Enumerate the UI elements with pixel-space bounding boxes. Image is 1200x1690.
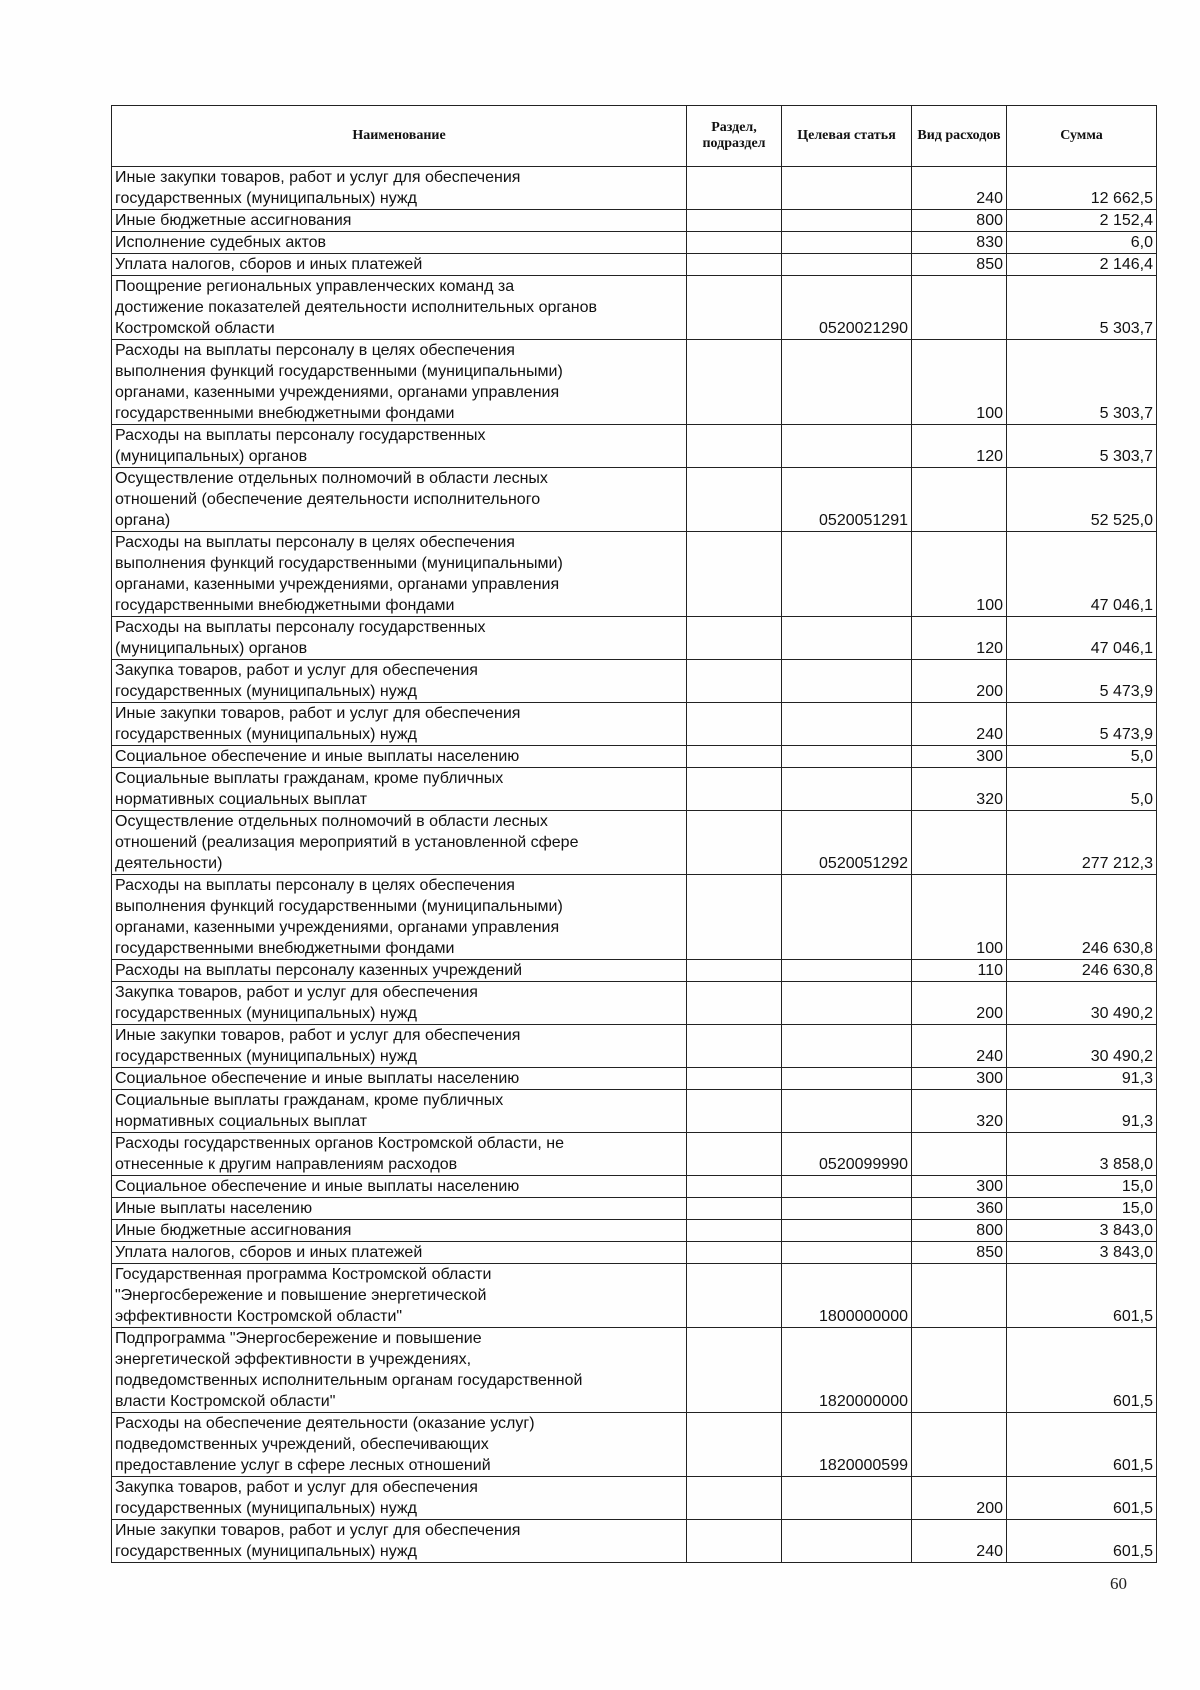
cell-sum: 6,0 xyxy=(1007,232,1157,254)
cell-section xyxy=(687,1220,782,1242)
table-row xyxy=(112,982,1157,1025)
cell-kind xyxy=(912,1133,1007,1176)
cell-name: Государственная программа Костромской области "Энергосбережение и повышение энергетической эффективности Костромской области" xyxy=(112,1264,687,1328)
cell-target: 0520051292 xyxy=(782,811,912,875)
cell-sum: 91,3 xyxy=(1007,1068,1157,1090)
cell-sum: 30 490,2 xyxy=(1007,982,1157,1025)
cell-name: Закупка товаров, работ и услуг для обеспечения государственных (муниципальных) нужд xyxy=(112,982,687,1025)
cell-section xyxy=(687,875,782,960)
cell-sum: 15,0 xyxy=(1007,1198,1157,1220)
cell-name: Осуществление отдельных полномочий в области лесных отношений (обеспечение деятельности исполнительного органа) xyxy=(112,468,687,532)
cell-target xyxy=(782,1220,912,1242)
cell-name: Закупка товаров, работ и услуг для обеспечения государственных (муниципальных) нужд xyxy=(112,1477,687,1520)
cell-section xyxy=(687,1090,782,1133)
table-row xyxy=(112,425,1157,468)
cell-section xyxy=(687,811,782,875)
cell-target xyxy=(782,167,912,210)
cell-kind xyxy=(912,276,1007,340)
page-number: 60 xyxy=(1110,1574,1127,1593)
cell-target xyxy=(782,425,912,468)
cell-section xyxy=(687,1133,782,1176)
cell-target xyxy=(782,746,912,768)
table-row xyxy=(112,960,1157,982)
cell-section xyxy=(687,340,782,425)
header-name: Наименование xyxy=(112,106,687,167)
cell-name: Расходы на выплаты персоналу в целях обеспечения выполнения функций государственными (муниципальными) органами, казенными учреждениями, органами управления государственными внебюджетными фондами xyxy=(112,340,687,425)
cell-section xyxy=(687,768,782,811)
header-kind: Вид расходов xyxy=(912,106,1007,167)
cell-kind xyxy=(912,1328,1007,1413)
table-body xyxy=(112,167,1157,1563)
cell-name: Уплата налогов, сборов и иных платежей xyxy=(112,1242,687,1264)
table-row xyxy=(112,1068,1157,1090)
table-row xyxy=(112,660,1157,703)
table-row xyxy=(112,1025,1157,1068)
cell-name: Иные закупки товаров, работ и услуг для обеспечения государственных (муниципальных) нужд xyxy=(112,1025,687,1068)
cell-name: Расходы на выплаты персоналу государственных (муниципальных) органов xyxy=(112,617,687,660)
cell-sum: 3 858,0 xyxy=(1007,1133,1157,1176)
table-row xyxy=(112,1413,1157,1477)
cell-kind: 100 xyxy=(912,875,1007,960)
cell-sum: 2 146,4 xyxy=(1007,254,1157,276)
cell-kind: 800 xyxy=(912,1220,1007,1242)
table-row xyxy=(112,875,1157,960)
cell-name: Закупка товаров, работ и услуг для обеспечения государственных (муниципальных) нужд xyxy=(112,660,687,703)
cell-section xyxy=(687,1025,782,1068)
cell-sum: 52 525,0 xyxy=(1007,468,1157,532)
table-row xyxy=(112,746,1157,768)
cell-sum: 601,5 xyxy=(1007,1328,1157,1413)
cell-kind: 300 xyxy=(912,1068,1007,1090)
header-target: Целевая статья xyxy=(782,106,912,167)
cell-name: Исполнение судебных актов xyxy=(112,232,687,254)
cell-target xyxy=(782,1090,912,1133)
cell-target xyxy=(782,660,912,703)
cell-target xyxy=(782,1176,912,1198)
cell-target: 1820000599 xyxy=(782,1413,912,1477)
table-row xyxy=(112,1198,1157,1220)
cell-target xyxy=(782,875,912,960)
cell-kind xyxy=(912,811,1007,875)
cell-section xyxy=(687,532,782,617)
cell-sum: 5 303,7 xyxy=(1007,425,1157,468)
cell-name: Иные закупки товаров, работ и услуг для обеспечения государственных (муниципальных) нужд xyxy=(112,703,687,746)
cell-name: Подпрограмма "Энергосбережение и повышение энергетической эффективности в учреждениях, подведомственных исполнительным органам государственной власти Костромской области" xyxy=(112,1328,687,1413)
cell-sum: 30 490,2 xyxy=(1007,1025,1157,1068)
cell-section xyxy=(687,210,782,232)
cell-target xyxy=(782,1477,912,1520)
cell-sum: 3 843,0 xyxy=(1007,1242,1157,1264)
cell-kind: 800 xyxy=(912,210,1007,232)
cell-name: Социальное обеспечение и иные выплаты населению xyxy=(112,1176,687,1198)
table-row xyxy=(112,768,1157,811)
cell-section xyxy=(687,1520,782,1563)
cell-sum: 601,5 xyxy=(1007,1477,1157,1520)
cell-sum: 12 662,5 xyxy=(1007,167,1157,210)
cell-target xyxy=(782,1242,912,1264)
cell-target xyxy=(782,703,912,746)
cell-sum: 47 046,1 xyxy=(1007,532,1157,617)
cell-section xyxy=(687,660,782,703)
cell-kind: 320 xyxy=(912,768,1007,811)
cell-kind xyxy=(912,1413,1007,1477)
cell-name: Расходы на выплаты персоналу казенных учреждений xyxy=(112,960,687,982)
cell-name: Иные закупки товаров, работ и услуг для обеспечения государственных (муниципальных) нужд xyxy=(112,1520,687,1563)
cell-target: 1800000000 xyxy=(782,1264,912,1328)
cell-target xyxy=(782,210,912,232)
cell-name: Расходы на выплаты персоналу в целях обеспечения выполнения функций государственными (муниципальными) органами, казенными учреждениями, органами управления государственными внебюджетными фондами xyxy=(112,532,687,617)
cell-section xyxy=(687,1477,782,1520)
cell-section xyxy=(687,254,782,276)
cell-name: Расходы на обеспечение деятельности (оказание услуг) подведомственных учреждений, обеспечивающих предоставление услуг в сфере лесных отношений xyxy=(112,1413,687,1477)
cell-sum: 5 303,7 xyxy=(1007,276,1157,340)
cell-kind: 300 xyxy=(912,746,1007,768)
cell-kind: 850 xyxy=(912,1242,1007,1264)
cell-name: Осуществление отдельных полномочий в области лесных отношений (реализация мероприятий в установленной сфере деятельности) xyxy=(112,811,687,875)
table-row xyxy=(112,1133,1157,1176)
cell-kind: 200 xyxy=(912,660,1007,703)
cell-sum: 5,0 xyxy=(1007,768,1157,811)
cell-kind: 850 xyxy=(912,254,1007,276)
table-row xyxy=(112,468,1157,532)
table-row xyxy=(112,811,1157,875)
table-row xyxy=(112,703,1157,746)
table-row xyxy=(112,1328,1157,1413)
cell-sum: 5 473,9 xyxy=(1007,660,1157,703)
cell-section xyxy=(687,960,782,982)
cell-kind: 120 xyxy=(912,425,1007,468)
cell-section xyxy=(687,617,782,660)
header-section: Раздел, подраздел xyxy=(687,106,782,167)
cell-section xyxy=(687,746,782,768)
table-row xyxy=(112,276,1157,340)
cell-name: Иные закупки товаров, работ и услуг для обеспечения государственных (муниципальных) нужд xyxy=(112,167,687,210)
cell-section xyxy=(687,276,782,340)
cell-name: Уплата налогов, сборов и иных платежей xyxy=(112,254,687,276)
cell-target xyxy=(782,532,912,617)
cell-kind: 200 xyxy=(912,982,1007,1025)
cell-kind: 120 xyxy=(912,617,1007,660)
cell-name: Расходы государственных органов Костромской области, не отнесенные к другим направлениям расходов xyxy=(112,1133,687,1176)
cell-target xyxy=(782,1068,912,1090)
cell-section xyxy=(687,468,782,532)
cell-target xyxy=(782,617,912,660)
cell-kind: 100 xyxy=(912,532,1007,617)
table-row xyxy=(112,1264,1157,1328)
cell-section xyxy=(687,425,782,468)
cell-target xyxy=(782,1025,912,1068)
table-row xyxy=(112,1220,1157,1242)
cell-sum: 246 630,8 xyxy=(1007,875,1157,960)
cell-name: Социальные выплаты гражданам, кроме публичных нормативных социальных выплат xyxy=(112,768,687,811)
table-row xyxy=(112,1520,1157,1563)
cell-section xyxy=(687,1413,782,1477)
table-row xyxy=(112,1176,1157,1198)
cell-kind: 830 xyxy=(912,232,1007,254)
cell-name: Иные выплаты населению xyxy=(112,1198,687,1220)
cell-target xyxy=(782,982,912,1025)
table-row xyxy=(112,340,1157,425)
cell-section xyxy=(687,1242,782,1264)
cell-target xyxy=(782,960,912,982)
cell-target xyxy=(782,232,912,254)
cell-sum: 5,0 xyxy=(1007,746,1157,768)
budget-table xyxy=(111,105,1157,1563)
cell-sum: 3 843,0 xyxy=(1007,1220,1157,1242)
cell-target xyxy=(782,1198,912,1220)
table-row xyxy=(112,1090,1157,1133)
cell-kind: 200 xyxy=(912,1477,1007,1520)
cell-target: 0520099990 xyxy=(782,1133,912,1176)
cell-kind: 240 xyxy=(912,167,1007,210)
cell-section xyxy=(687,1198,782,1220)
table-header-row xyxy=(112,106,1157,167)
table-row xyxy=(112,232,1157,254)
cell-target: 0520051291 xyxy=(782,468,912,532)
cell-sum: 5 473,9 xyxy=(1007,703,1157,746)
cell-target xyxy=(782,1520,912,1563)
cell-kind: 240 xyxy=(912,1025,1007,1068)
cell-sum: 601,5 xyxy=(1007,1264,1157,1328)
cell-kind: 320 xyxy=(912,1090,1007,1133)
cell-section xyxy=(687,1328,782,1413)
cell-section xyxy=(687,1176,782,1198)
cell-name: Поощрение региональных управленческих команд за достижение показателей деятельности исполнительных органов Костромской области xyxy=(112,276,687,340)
table-row xyxy=(112,1242,1157,1264)
table-row xyxy=(112,210,1157,232)
cell-target xyxy=(782,768,912,811)
cell-sum: 15,0 xyxy=(1007,1176,1157,1198)
cell-section xyxy=(687,232,782,254)
cell-kind: 240 xyxy=(912,1520,1007,1563)
cell-sum: 91,3 xyxy=(1007,1090,1157,1133)
cell-kind xyxy=(912,468,1007,532)
cell-name: Иные бюджетные ассигнования xyxy=(112,210,687,232)
cell-target xyxy=(782,254,912,276)
cell-name: Социальные выплаты гражданам, кроме публичных нормативных социальных выплат xyxy=(112,1090,687,1133)
cell-name: Расходы на выплаты персоналу государственных (муниципальных) органов xyxy=(112,425,687,468)
cell-kind xyxy=(912,1264,1007,1328)
cell-name: Расходы на выплаты персоналу в целях обеспечения выполнения функций государственными (муниципальными) органами, казенными учреждениями, органами управления государственными внебюджетными фондами xyxy=(112,875,687,960)
table-row xyxy=(112,254,1157,276)
cell-sum: 47 046,1 xyxy=(1007,617,1157,660)
cell-sum: 277 212,3 xyxy=(1007,811,1157,875)
cell-sum: 601,5 xyxy=(1007,1413,1157,1477)
cell-name: Социальное обеспечение и иные выплаты населению xyxy=(112,1068,687,1090)
cell-kind: 360 xyxy=(912,1198,1007,1220)
cell-sum: 601,5 xyxy=(1007,1520,1157,1563)
cell-sum: 5 303,7 xyxy=(1007,340,1157,425)
table-row xyxy=(112,167,1157,210)
cell-sum: 2 152,4 xyxy=(1007,210,1157,232)
table-row xyxy=(112,617,1157,660)
cell-section xyxy=(687,703,782,746)
cell-section xyxy=(687,167,782,210)
header-sum: Сумма xyxy=(1007,106,1157,167)
cell-target: 1820000000 xyxy=(782,1328,912,1413)
cell-target xyxy=(782,340,912,425)
cell-section xyxy=(687,982,782,1025)
cell-kind: 100 xyxy=(912,340,1007,425)
cell-kind: 110 xyxy=(912,960,1007,982)
cell-name: Иные бюджетные ассигнования xyxy=(112,1220,687,1242)
table-row xyxy=(112,532,1157,617)
cell-target: 0520021290 xyxy=(782,276,912,340)
cell-name: Социальное обеспечение и иные выплаты населению xyxy=(112,746,687,768)
cell-sum: 246 630,8 xyxy=(1007,960,1157,982)
cell-section xyxy=(687,1264,782,1328)
cell-section xyxy=(687,1068,782,1090)
cell-kind: 240 xyxy=(912,703,1007,746)
cell-kind: 300 xyxy=(912,1176,1007,1198)
table-row xyxy=(112,1477,1157,1520)
